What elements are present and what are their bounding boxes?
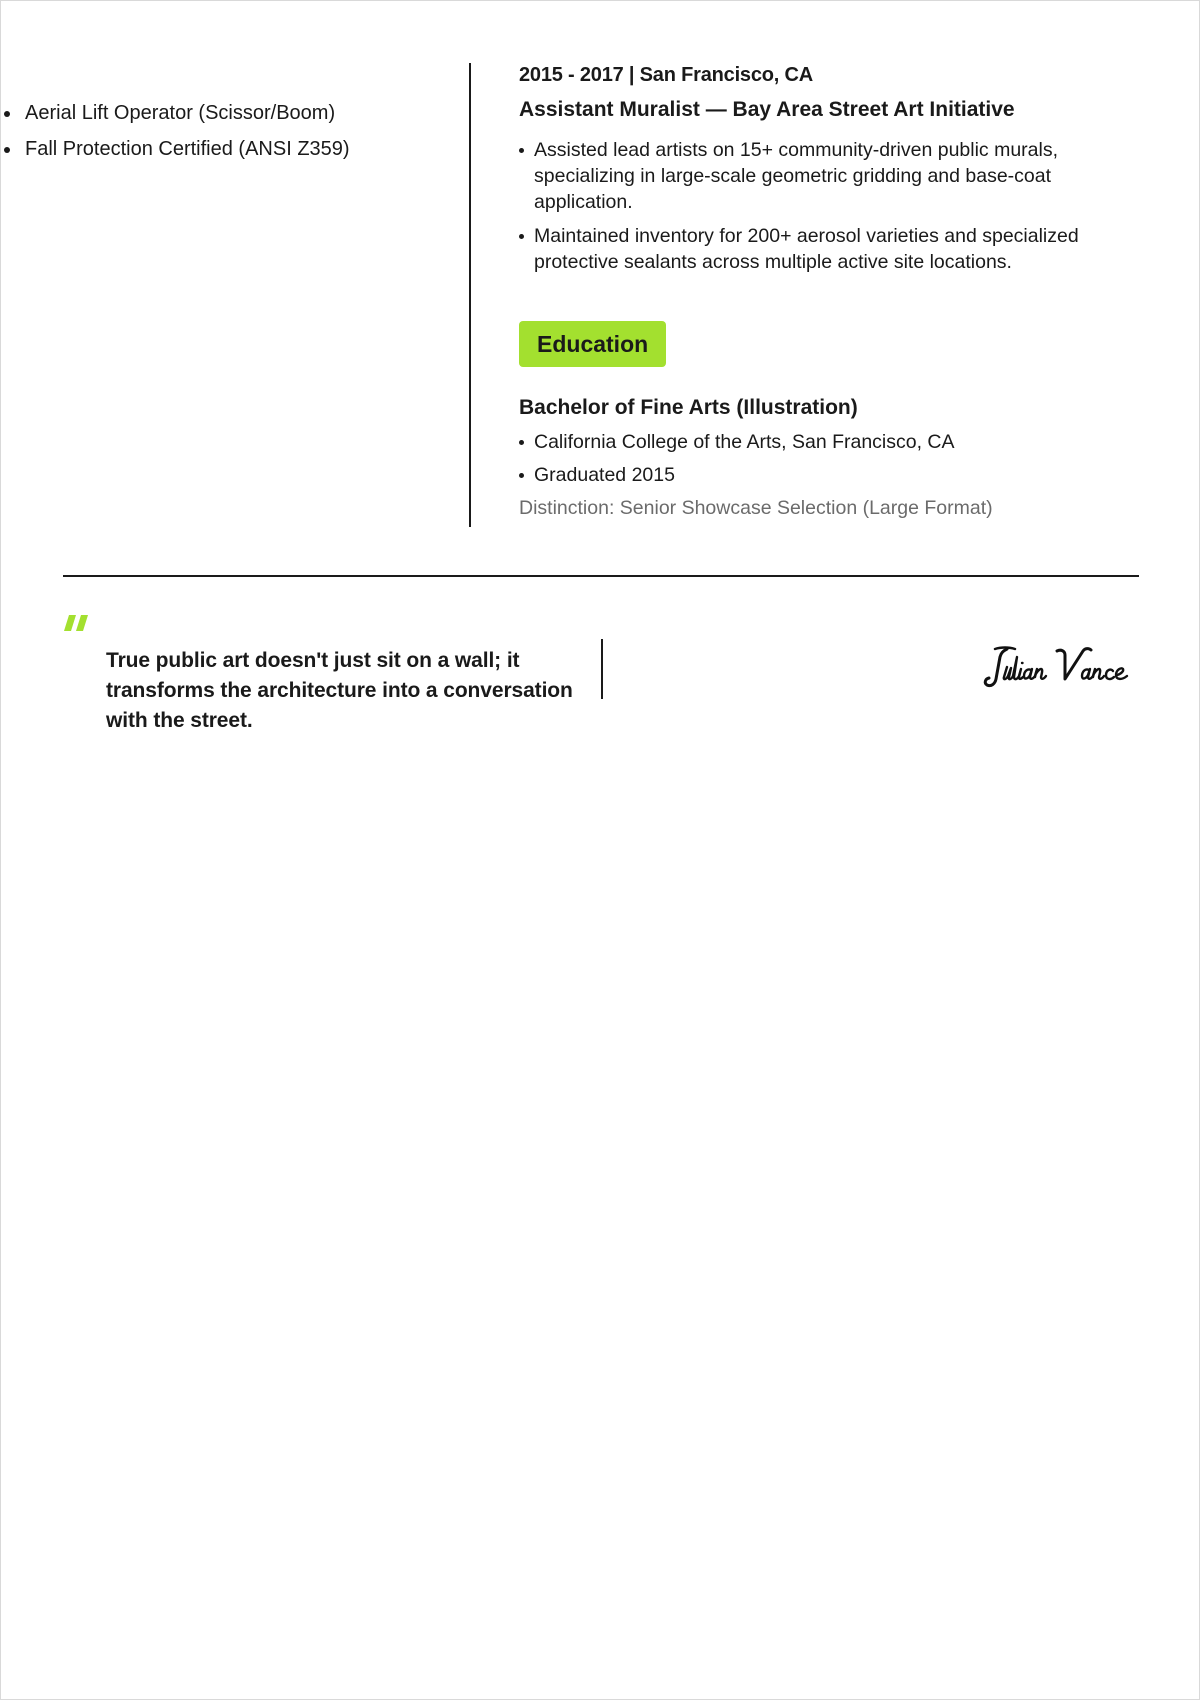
section-divider xyxy=(63,575,1139,577)
education-item: Graduated 2015 xyxy=(519,462,1119,488)
job-meta: 2015 - 2017 | San Francisco, CA xyxy=(519,64,813,86)
job-bullet: Assisted lead artists on 15+ community-driven public murals, specializing in large-scale geometric gridding and base-coat application. xyxy=(519,137,1119,215)
education-list xyxy=(519,429,1119,488)
education-distinction: Distinction: Senior Showcase Selection (Large Format) xyxy=(519,497,993,519)
education-section xyxy=(519,283,1119,521)
quote-text: True public art doesn't just sit on a wall; it transforms the architecture into a conversation with the street. xyxy=(106,649,573,732)
education-item: California College of the Arts, San Francisco, CA xyxy=(519,429,1119,455)
certification-item: Fall Protection Certified (ANSI Z359) xyxy=(1,135,461,163)
certifications-section xyxy=(1,99,461,171)
certifications-list xyxy=(1,99,461,163)
job-bullet: Maintained inventory for 200+ aerosol varieties and specialized protective sealants across multiple active site locations. xyxy=(519,223,1119,275)
column-divider xyxy=(469,63,471,527)
signature xyxy=(981,643,1141,693)
job-bullets xyxy=(519,137,1119,275)
quote-divider xyxy=(601,639,603,699)
certification-item: Aerial Lift Operator (Scissor/Boom) xyxy=(1,99,461,127)
job-title: Assistant Muralist — Bay Area Street Art Initiative xyxy=(519,98,1015,121)
quote-icon xyxy=(63,615,89,639)
experience-entry xyxy=(519,61,1119,275)
education-heading: Education xyxy=(519,321,666,367)
degree-title: Bachelor of Fine Arts (Illustration) xyxy=(519,396,858,419)
main-column xyxy=(519,61,1119,541)
